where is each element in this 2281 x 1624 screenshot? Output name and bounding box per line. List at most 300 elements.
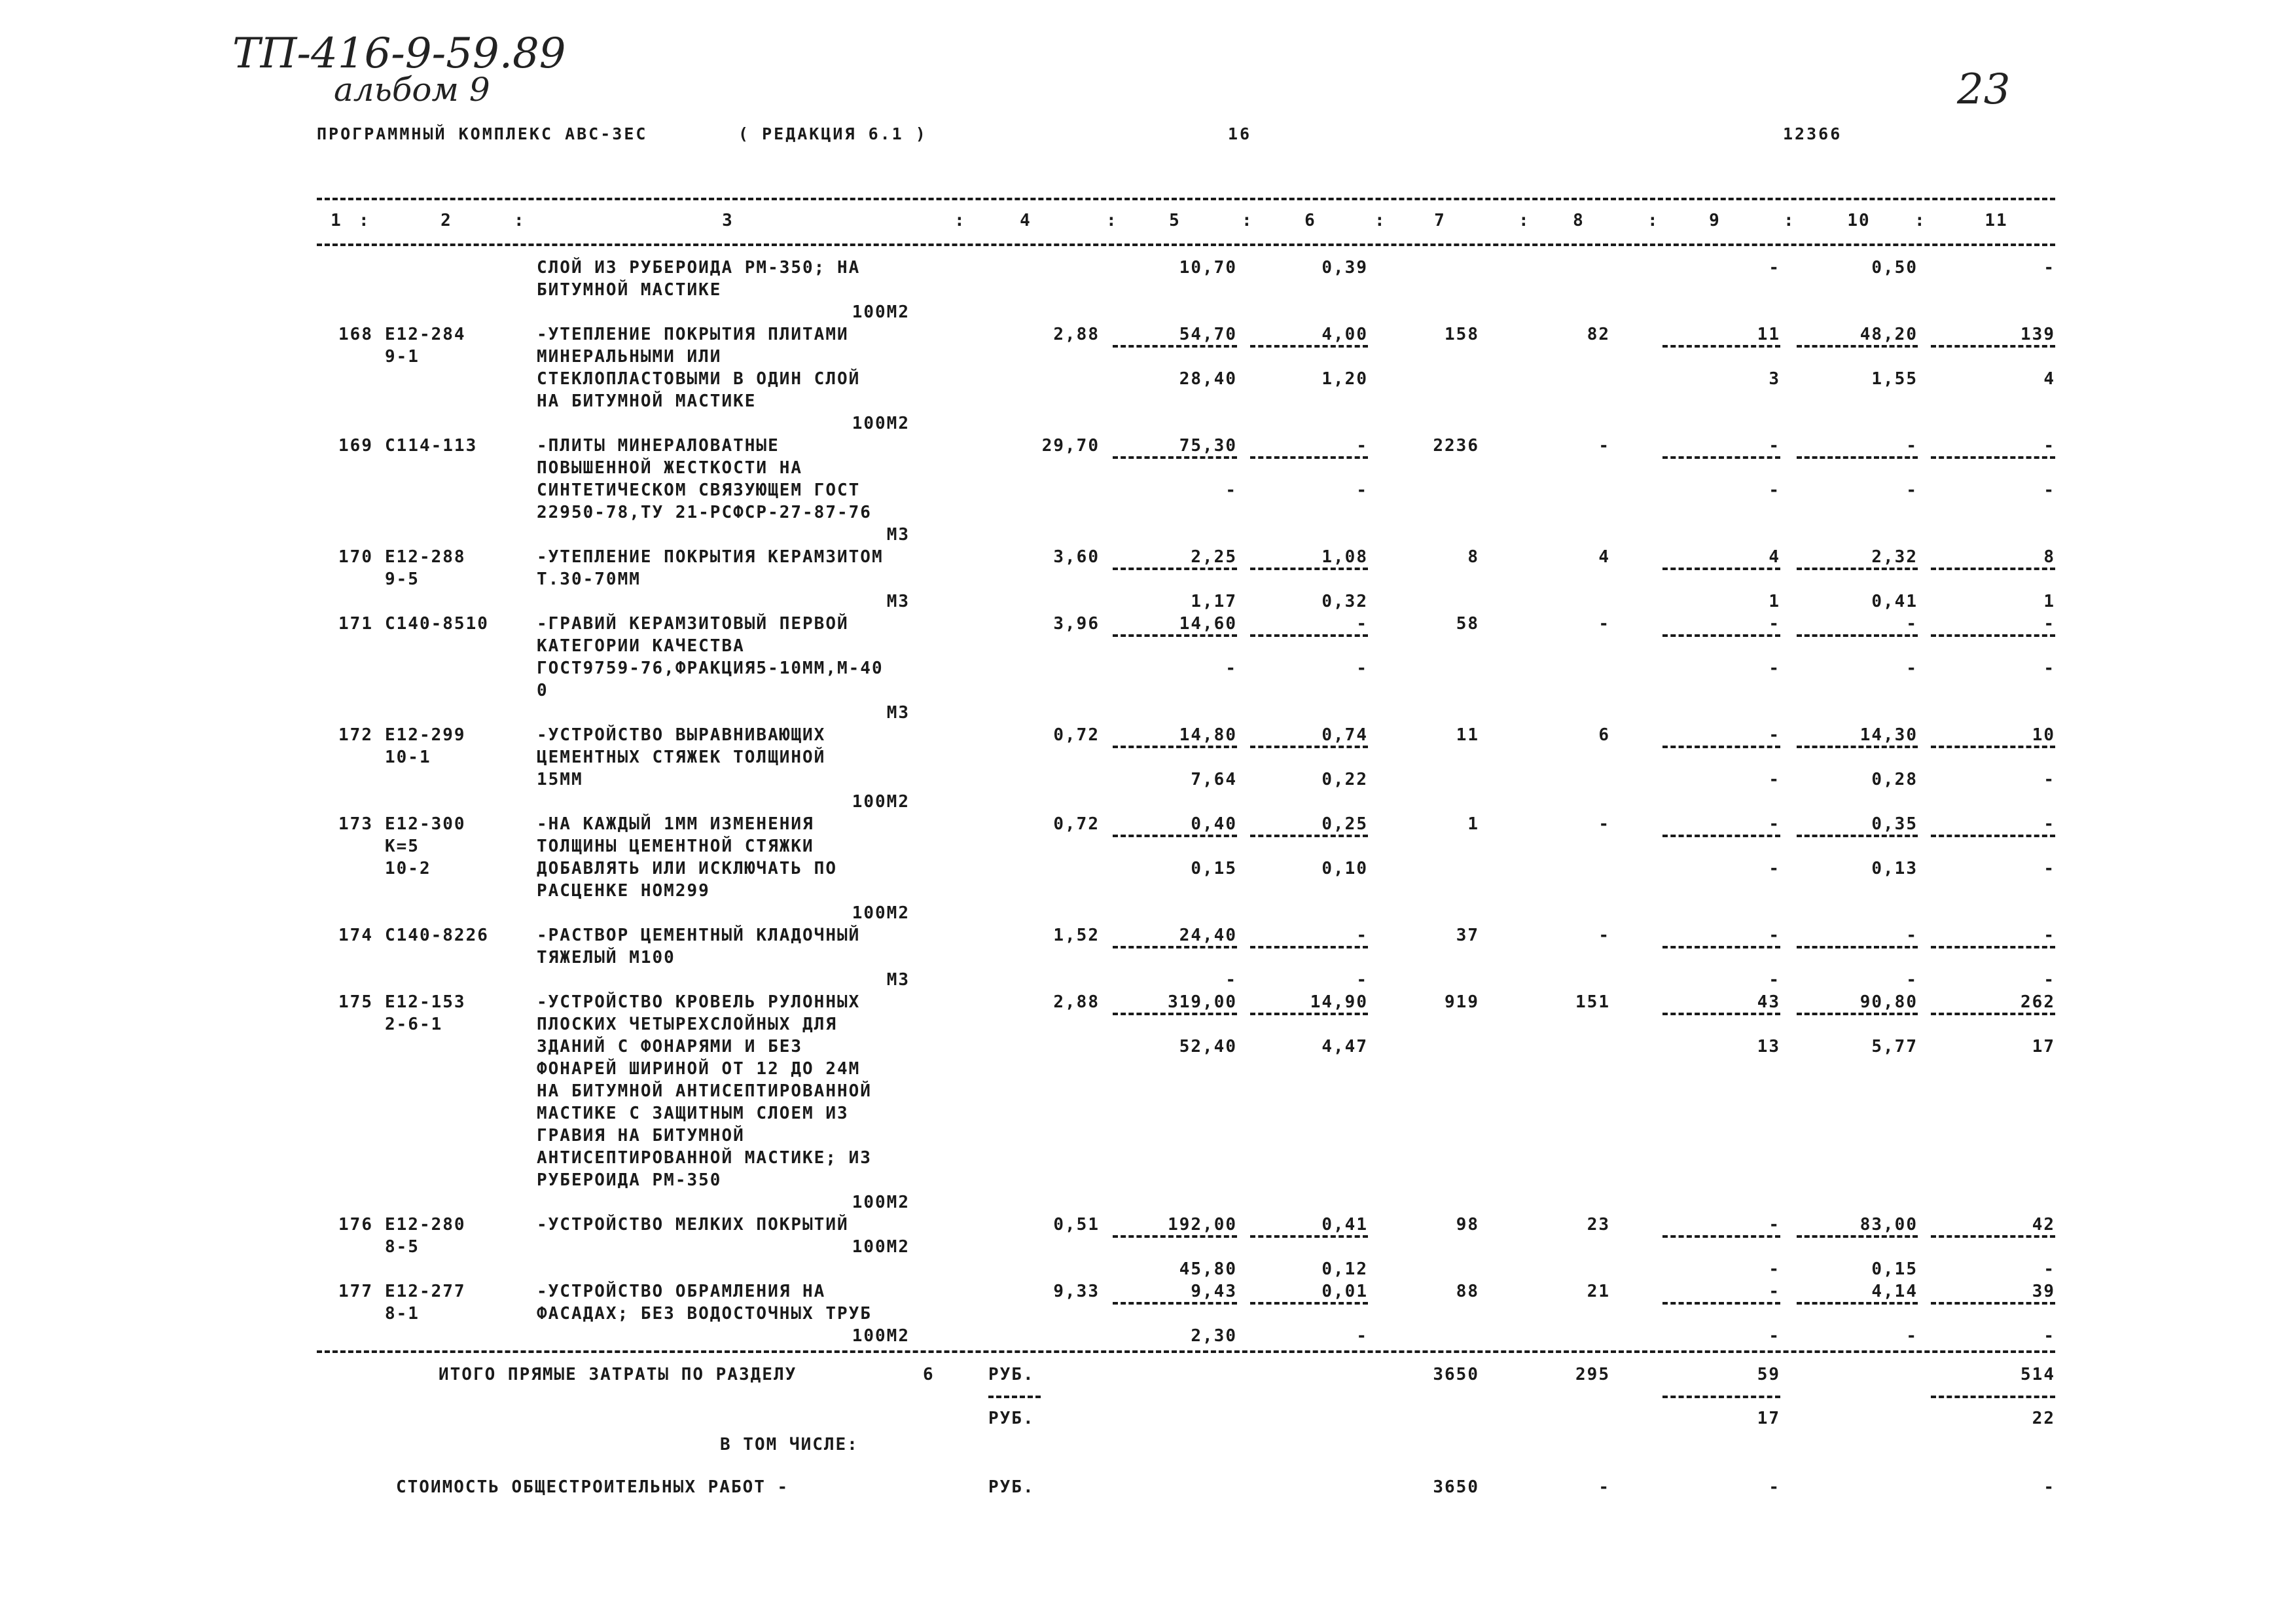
value-separator	[1662, 345, 1780, 348]
cell-num: 173	[338, 814, 373, 834]
cell-c5: -	[1225, 480, 1237, 500]
cell-c9: -	[1769, 725, 1780, 745]
cell-c11: -	[2043, 258, 2055, 278]
value-separator	[1250, 835, 1368, 837]
cell-c7: 11	[1456, 725, 1479, 745]
cell-code: 8-1	[385, 1304, 420, 1324]
cell-num: 174	[338, 926, 373, 945]
cell-c5: 1,17	[1191, 592, 1237, 611]
cell-c11: -	[2043, 614, 2055, 634]
cell-c8: -	[1598, 614, 1610, 634]
value-separator	[1113, 568, 1237, 570]
cell-c11: -	[2043, 814, 2055, 834]
cell-desc: -УСТРОЙСТВО МЕЛКИХ ПОКРЫТИЙ	[537, 1215, 849, 1235]
totals-col9-b: 17	[1757, 1409, 1780, 1428]
cell-c7: 58	[1456, 614, 1479, 634]
value-separator	[1931, 1013, 2055, 1015]
cell-c6: 1,20	[1321, 369, 1368, 389]
value-separator	[1931, 568, 2055, 570]
cell-c11: -	[2043, 1259, 2055, 1279]
general-works-col7: 3650	[1433, 1477, 1479, 1497]
cell-c9: -	[1769, 770, 1780, 789]
cell-c9: -	[1769, 480, 1780, 500]
value-separator	[1797, 946, 1918, 948]
cell-c10: -	[1906, 614, 1918, 634]
cell-c6: 0,32	[1321, 592, 1368, 611]
cell-code: 8-5	[385, 1237, 420, 1257]
value-separator	[1113, 1013, 1237, 1015]
value-separator	[1662, 568, 1780, 570]
general-works-label: СТОИМОСТЬ ОБЩЕСТРОИТЕЛЬНЫХ РАБОТ -	[396, 1477, 789, 1497]
table-top-rule	[317, 198, 2055, 200]
cell-c6: 14,90	[1310, 992, 1368, 1012]
cell-desc: КАТЕГОРИИ КАЧЕСТВА	[537, 636, 745, 656]
cell-c10: 0,28	[1871, 770, 1918, 789]
cell-c9: 4	[1769, 547, 1780, 567]
cell-c4: 0,72	[1053, 814, 1100, 834]
cell-desc: ТОЛЩИНЫ ЦЕМЕНТНОЙ СТЯЖКИ	[537, 837, 814, 856]
totals-section: 6	[923, 1365, 935, 1384]
totals-rub-underline	[988, 1396, 1041, 1398]
cell-desc: -ПЛИТЫ МИНЕРАЛОВАТНЫЕ	[537, 436, 780, 456]
value-separator	[1931, 456, 2055, 459]
value-separator	[1250, 634, 1368, 637]
cell-c9: -	[1769, 258, 1780, 278]
cell-desc: СТЕКЛОПЛАСТОВЫМИ В ОДИН СЛОЙ	[537, 369, 861, 389]
cell-c8: -	[1598, 814, 1610, 834]
cell-c9: -	[1769, 859, 1780, 878]
column-header-9: 9	[1709, 211, 1721, 230]
cell-c10: -	[1906, 659, 1918, 678]
cell-num: 177	[338, 1282, 373, 1301]
edition-label: ( РЕДАКЦИЯ 6.1 )	[738, 124, 927, 143]
cell-c6: 4,47	[1321, 1037, 1368, 1056]
cell-c5: 52,40	[1179, 1037, 1237, 1056]
cell-code: Е12-284	[385, 325, 466, 344]
cell-c9: -	[1769, 1326, 1780, 1346]
cell-desc: РУБЕРОИДА РМ-350	[537, 1170, 722, 1190]
value-separator	[1113, 634, 1237, 637]
cell-c11: -	[2043, 1326, 2055, 1346]
value-separator	[1113, 946, 1237, 948]
cell-num: 175	[338, 992, 373, 1012]
cell-c5: 319,00	[1168, 992, 1237, 1012]
cell-c9: -	[1769, 926, 1780, 945]
cell-c9: 3	[1769, 369, 1780, 389]
value-separator	[1662, 634, 1780, 637]
totals-col7: 3650	[1433, 1365, 1479, 1384]
value-separator	[1931, 1235, 2055, 1238]
cell-c11: 17	[2032, 1037, 2055, 1056]
value-separator	[1250, 456, 1368, 459]
cell-num: 170	[338, 547, 373, 567]
handwritten-album: альбом 9	[334, 71, 490, 109]
cell-c4: 3,60	[1053, 547, 1100, 567]
cell-code: С140-8226	[385, 926, 489, 945]
totals-col11-underline	[1931, 1396, 2055, 1398]
cell-c11: -	[2043, 859, 2055, 878]
cell-c11: -	[2043, 926, 2055, 945]
cell-code: Е12-299	[385, 725, 466, 745]
value-separator	[1250, 568, 1368, 570]
cell-c6: 0,10	[1321, 859, 1368, 878]
cell-c9: 13	[1757, 1037, 1780, 1056]
cell-desc: МИНЕРАЛЬНЫМИ ИЛИ	[537, 347, 722, 367]
cell-unit: 100М2	[852, 1326, 910, 1346]
cell-desc: ЗДАНИЙ С ФОНАРЯМИ И БЕЗ	[537, 1037, 803, 1056]
cell-desc: -УТЕПЛЕНИЕ ПОКРЫТИЯ ПЛИТАМИ	[537, 325, 849, 344]
cell-c11: -	[2043, 970, 2055, 990]
cell-c9: -	[1769, 1259, 1780, 1279]
column-header-1: 1	[331, 211, 342, 230]
cell-code: 9-5	[385, 569, 420, 589]
cell-unit: М3	[886, 703, 910, 723]
cell-c6: 0,39	[1321, 258, 1368, 278]
cell-desc: МАСТИКЕ С ЗАЩИТНЫМ СЛОЕМ ИЗ	[537, 1104, 849, 1123]
column-divider: :	[1647, 211, 1659, 230]
cell-c5: 45,80	[1179, 1259, 1237, 1279]
cell-c11: -	[2043, 436, 2055, 456]
cell-c5: 2,25	[1191, 547, 1237, 567]
cell-c10: 1,55	[1871, 369, 1918, 389]
cell-num: 169	[338, 436, 373, 456]
cell-desc: БИТУМНОЙ МАСТИКЕ	[537, 280, 722, 300]
value-separator	[1250, 1013, 1368, 1015]
cell-num: 171	[338, 614, 373, 634]
value-separator	[1662, 835, 1780, 837]
totals-col9: 59	[1757, 1365, 1780, 1384]
value-separator	[1797, 456, 1918, 459]
cell-desc: СЛОЙ ИЗ РУБЕРОИДА РМ-350; НА	[537, 258, 861, 278]
cell-c5: 24,40	[1179, 926, 1237, 945]
cell-c10: 0,15	[1871, 1259, 1918, 1279]
cell-c8: 151	[1575, 992, 1610, 1012]
column-header-4: 4	[1020, 211, 1032, 230]
cell-c6: -	[1356, 926, 1368, 945]
cell-desc: ПОВЫШЕННОЙ ЖЕСТКОСТИ НА	[537, 458, 803, 478]
value-separator	[1662, 1235, 1780, 1238]
cell-c6: 0,74	[1321, 725, 1368, 745]
cell-c4: 1,52	[1053, 926, 1100, 945]
cell-code: 10-1	[385, 748, 431, 767]
cell-c5: 14,80	[1179, 725, 1237, 745]
value-separator	[1797, 634, 1918, 637]
cell-desc: ФАСАДАХ; БЕЗ ВОДОСТОЧНЫХ ТРУБ	[537, 1304, 872, 1324]
cell-c8: 23	[1587, 1215, 1610, 1235]
value-separator	[1113, 835, 1237, 837]
value-separator	[1113, 1235, 1237, 1238]
cell-code: Е12-300	[385, 814, 466, 834]
cell-c5: 192,00	[1168, 1215, 1237, 1235]
cell-unit: 100М2	[852, 1193, 910, 1212]
totals-col9-underline	[1662, 1396, 1780, 1398]
cell-c5: 0,40	[1191, 814, 1237, 834]
cell-code: К=5	[385, 837, 420, 856]
general-works-col9: -	[1769, 1477, 1780, 1497]
cell-desc: ТЯЖЕЛЫЙ М100	[537, 948, 675, 967]
cell-c4: 3,96	[1053, 614, 1100, 634]
cell-c7: 37	[1456, 926, 1479, 945]
cell-c4: 0,51	[1053, 1215, 1100, 1235]
cell-desc: -ГРАВИЙ КЕРАМЗИТОВЫЙ ПЕРВОЙ	[537, 614, 849, 634]
value-separator	[1931, 746, 2055, 748]
cell-c10: -	[1906, 480, 1918, 500]
column-divider: :	[1518, 211, 1530, 230]
cell-c9: -	[1769, 1282, 1780, 1301]
cell-c6: 0,22	[1321, 770, 1368, 789]
value-separator	[1797, 746, 1918, 748]
value-separator	[1250, 1235, 1368, 1238]
cell-desc: 15ММ	[537, 770, 583, 789]
cell-desc: АНТИСЕПТИРОВАННОЙ МАСТИКЕ; ИЗ	[537, 1148, 872, 1168]
cell-unit: М3	[886, 970, 910, 990]
cell-c6: 0,01	[1321, 1282, 1368, 1301]
value-separator	[1662, 1302, 1780, 1305]
cell-desc: РАСЦЕНКЕ НОМ299	[537, 881, 710, 901]
value-separator	[1797, 568, 1918, 570]
cell-unit: 100М2	[852, 1237, 910, 1257]
general-works-col8: -	[1598, 1477, 1610, 1497]
cell-c4: 2,88	[1053, 992, 1100, 1012]
cell-c7: 919	[1445, 992, 1479, 1012]
cell-c11: 10	[2032, 725, 2055, 745]
cell-desc: ПЛОСКИХ ЧЕТЫРЕХСЛОЙНЫХ ДЛЯ	[537, 1015, 837, 1034]
cell-code: 9-1	[385, 347, 420, 367]
cell-c10: -	[1906, 1326, 1918, 1346]
cell-c9: 1	[1769, 592, 1780, 611]
cell-c9: 43	[1757, 992, 1780, 1012]
cell-c11: -	[2043, 770, 2055, 789]
general-works-col11: -	[2043, 1477, 2055, 1497]
column-divider: :	[1914, 211, 1926, 230]
cell-unit: 100М2	[852, 792, 910, 812]
value-separator	[1797, 835, 1918, 837]
cell-c10: 0,41	[1871, 592, 1918, 611]
cell-desc: 22950-78,ТУ 21-РСФСР-27-87-76	[537, 503, 872, 522]
cell-num: 172	[338, 725, 373, 745]
including-label: В ТОМ ЧИСЛЕ:	[720, 1435, 859, 1454]
cell-c6: -	[1356, 436, 1368, 456]
cell-c5: 14,60	[1179, 614, 1237, 634]
value-separator	[1250, 746, 1368, 748]
column-divider: :	[1106, 211, 1118, 230]
cell-c6: 4,00	[1321, 325, 1368, 344]
cell-c7: 2236	[1433, 436, 1479, 456]
handwritten-doc-code: ТП-416-9-59.89	[232, 29, 566, 78]
column-header-5: 5	[1169, 211, 1181, 230]
column-divider: :	[1784, 211, 1795, 230]
document-code: 12366	[1783, 124, 1842, 143]
cell-c5: 0,15	[1191, 859, 1237, 878]
cell-c7: 158	[1445, 325, 1479, 344]
totals-rub-2: РУБ.	[988, 1409, 1035, 1428]
cell-code: С140-8510	[385, 614, 489, 634]
cell-c10: 0,35	[1871, 814, 1918, 834]
column-header-2: 2	[440, 211, 452, 230]
value-separator	[1797, 1302, 1918, 1305]
column-header-8: 8	[1573, 211, 1585, 230]
value-separator	[1113, 746, 1237, 748]
cell-c11: -	[2043, 659, 2055, 678]
cell-c10: 48,20	[1859, 325, 1918, 344]
value-separator	[1797, 345, 1918, 348]
cell-c4: 29,70	[1041, 436, 1100, 456]
cell-c9: -	[1769, 1215, 1780, 1235]
cell-c10: 2,32	[1871, 547, 1918, 567]
value-separator	[1797, 1013, 1918, 1015]
value-separator	[1113, 456, 1237, 459]
program-title: ПРОГРАММНЫЙ КОМПЛЕКС АВС-3ЕС	[317, 124, 648, 143]
cell-c5: -	[1225, 970, 1237, 990]
cell-c11: 39	[2032, 1282, 2055, 1301]
cell-code: С114-113	[385, 436, 478, 456]
cell-c6: -	[1356, 480, 1368, 500]
value-separator	[1250, 1302, 1368, 1305]
cell-c5: 2,30	[1191, 1326, 1237, 1346]
cell-c5: 75,30	[1179, 436, 1237, 456]
cell-c11: -	[2043, 480, 2055, 500]
general-works-rub: РУБ.	[988, 1477, 1035, 1497]
cell-desc: НА БИТУМНОЙ АНТИСЕПТИРОВАННОЙ	[537, 1081, 872, 1101]
value-separator	[1931, 835, 2055, 837]
cell-c10: -	[1906, 436, 1918, 456]
value-separator	[1931, 946, 2055, 948]
handwritten-page-number: 23	[1957, 65, 2011, 114]
totals-col11-b: 22	[2032, 1409, 2055, 1428]
cell-c6: -	[1356, 659, 1368, 678]
cell-desc: ДОБАВЛЯТЬ ИЛИ ИСКЛЮЧАТЬ ПО	[537, 859, 837, 878]
totals-label: ИТОГО ПРЯМЫЕ ЗАТРАТЫ ПО РАЗДЕЛУ	[439, 1365, 797, 1384]
column-divider: :	[359, 211, 370, 230]
totals-col8: 295	[1575, 1365, 1610, 1384]
cell-c6: -	[1356, 970, 1368, 990]
cell-c4: 0,72	[1053, 725, 1100, 745]
cell-desc: ФОНАРЕЙ ШИРИНОЙ ОТ 12 ДО 24М	[537, 1059, 861, 1079]
cell-c10: 4,14	[1871, 1282, 1918, 1301]
column-divider: :	[514, 211, 526, 230]
cell-c11: 262	[2021, 992, 2055, 1012]
cell-code: 10-2	[385, 859, 431, 878]
cell-c8: -	[1598, 436, 1610, 456]
cell-desc: -РАСТВОР ЦЕМЕНТНЫЙ КЛАДОЧНЫЙ	[537, 926, 861, 945]
cell-unit: 100М2	[852, 903, 910, 923]
cell-desc: ГОСТ9759-76,ФРАКЦИЯ5-10ММ,М-40	[537, 659, 884, 678]
value-separator	[1113, 1302, 1237, 1305]
totals-col11: 514	[2021, 1365, 2055, 1384]
value-separator	[1797, 1235, 1918, 1238]
value-separator	[1662, 1013, 1780, 1015]
column-divider: :	[954, 211, 966, 230]
value-separator	[1662, 456, 1780, 459]
cell-num: 168	[338, 325, 373, 344]
cell-c9: -	[1769, 970, 1780, 990]
table-bottom-rule	[317, 1350, 2055, 1353]
value-separator	[1662, 946, 1780, 948]
cell-desc: ГРАВИЯ НА БИТУМНОЙ	[537, 1126, 745, 1146]
column-header-6: 6	[1304, 211, 1316, 230]
cell-c6: 0,12	[1321, 1259, 1368, 1279]
cell-code: Е12-280	[385, 1215, 466, 1235]
cell-c6: 1,08	[1321, 547, 1368, 567]
cell-desc: -УСТРОЙСТВО КРОВЕЛЬ РУЛОННЫХ	[537, 992, 861, 1012]
sheet-number: 16	[1228, 124, 1252, 143]
cell-c8: 4	[1598, 547, 1610, 567]
cell-c6: -	[1356, 1326, 1368, 1346]
cell-c8: 6	[1598, 725, 1610, 745]
cell-c11: 1	[2043, 592, 2055, 611]
cell-c11: 42	[2032, 1215, 2055, 1235]
cell-c9: 11	[1757, 325, 1780, 344]
column-header-7: 7	[1434, 211, 1446, 230]
cell-num: 176	[338, 1215, 373, 1235]
cell-c11: 139	[2021, 325, 2055, 344]
cell-c10: 5,77	[1871, 1037, 1918, 1056]
cell-c7: 1	[1467, 814, 1479, 834]
cell-c8: 21	[1587, 1282, 1610, 1301]
column-header-11: 11	[1985, 211, 2008, 230]
cell-c10: 83,00	[1859, 1215, 1918, 1235]
cell-c5: 28,40	[1179, 369, 1237, 389]
cell-desc: -УТЕПЛЕНИЕ ПОКРЫТИЯ КЕРАМЗИТОМ	[537, 547, 884, 567]
cell-code: Е12-277	[385, 1282, 466, 1301]
column-divider: :	[1374, 211, 1386, 230]
totals-rub-1: РУБ.	[988, 1365, 1035, 1384]
value-separator	[1662, 746, 1780, 748]
cell-c6: -	[1356, 614, 1368, 634]
cell-c4: 9,33	[1053, 1282, 1100, 1301]
cell-c5: 7,64	[1191, 770, 1237, 789]
cell-c6: 0,25	[1321, 814, 1368, 834]
cell-c7: 8	[1467, 547, 1479, 567]
value-separator	[1931, 634, 2055, 637]
cell-c5: 9,43	[1191, 1282, 1237, 1301]
cell-code: Е12-288	[385, 547, 466, 567]
value-separator	[1113, 345, 1237, 348]
cell-desc: ЦЕМЕНТНЫХ СТЯЖЕК ТОЛЩИНОЙ	[537, 748, 826, 767]
value-separator	[1250, 946, 1368, 948]
cell-desc: -УСТРОЙСТВО ОБРАМЛЕНИЯ НА	[537, 1282, 826, 1301]
table-header-rule	[317, 244, 2055, 246]
cell-c5: -	[1225, 659, 1237, 678]
cell-code: 2-6-1	[385, 1015, 443, 1034]
cell-c6: 0,41	[1321, 1215, 1368, 1235]
cell-desc: -НА КАЖДЫЙ 1ММ ИЗМЕНЕНИЯ	[537, 814, 814, 834]
cell-code: Е12-153	[385, 992, 466, 1012]
column-header-3: 3	[722, 211, 734, 230]
cell-c5: 54,70	[1179, 325, 1237, 344]
cell-c7: 88	[1456, 1282, 1479, 1301]
value-separator	[1250, 345, 1368, 348]
cell-c10: 90,80	[1859, 992, 1918, 1012]
cell-c9: -	[1769, 614, 1780, 634]
cell-c7: 98	[1456, 1215, 1479, 1235]
cell-c8: -	[1598, 926, 1610, 945]
cell-desc: НА БИТУМНОЙ МАСТИКЕ	[537, 391, 757, 411]
cell-c8: 82	[1587, 325, 1610, 344]
cell-unit: М3	[886, 592, 910, 611]
cell-c10: 0,50	[1871, 258, 1918, 278]
cell-unit: 100М2	[852, 302, 910, 322]
cell-c9: -	[1769, 814, 1780, 834]
cell-unit: М3	[886, 525, 910, 545]
value-separator	[1931, 345, 2055, 348]
cell-c11: 8	[2043, 547, 2055, 567]
cell-c11: 4	[2043, 369, 2055, 389]
cell-desc: -УСТРОЙСТВО ВЫРАВНИВАЮЩИХ	[537, 725, 826, 745]
cell-unit: 100М2	[852, 414, 910, 433]
cell-desc: 0	[537, 681, 548, 700]
cell-c10: -	[1906, 926, 1918, 945]
